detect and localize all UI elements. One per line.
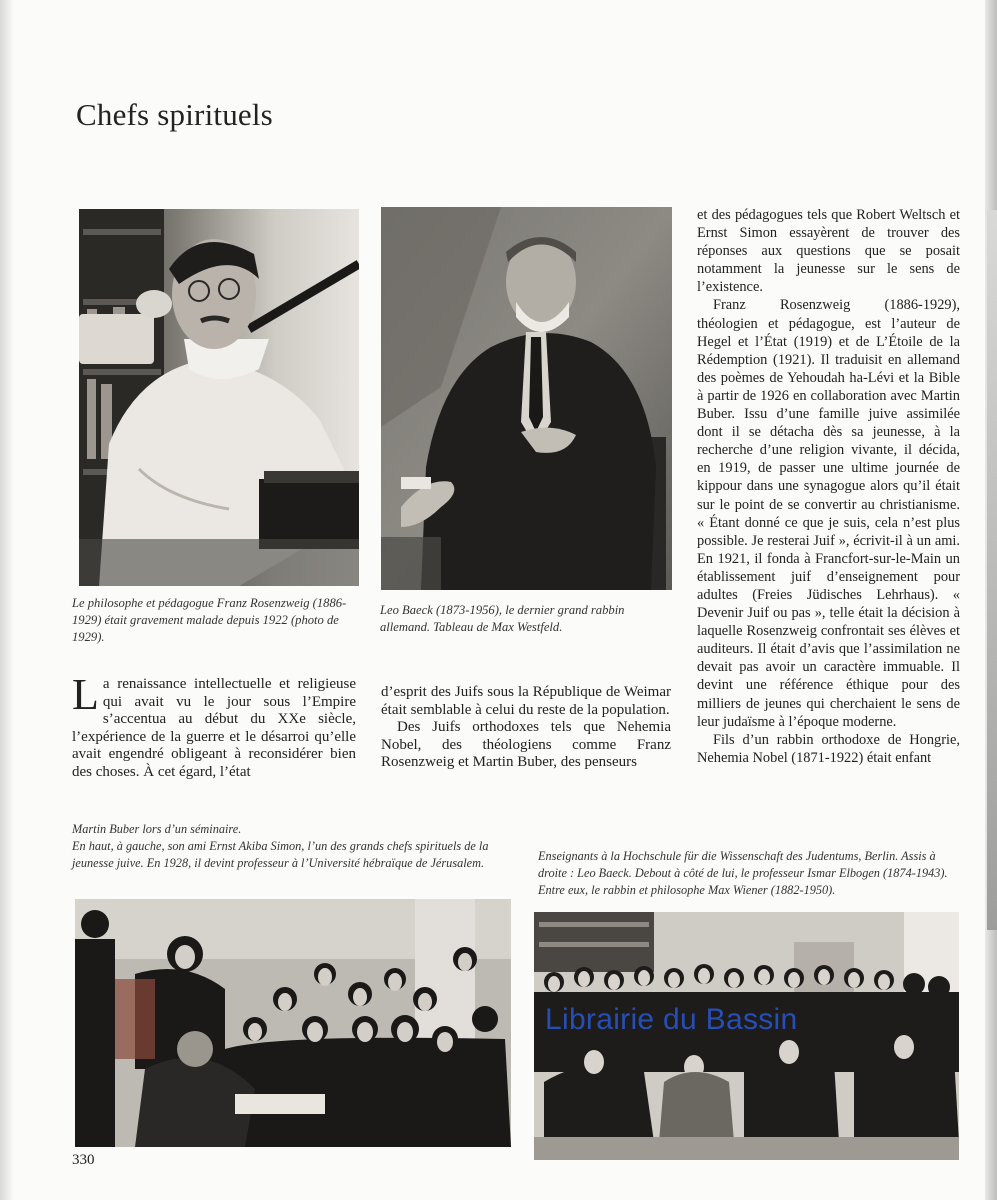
- page-title: Chefs spirituels: [76, 96, 273, 132]
- page-number: 330: [72, 1152, 95, 1168]
- caption-rosenzweig: Le philosophe et pédagogue Franz Rosenzweig (1886-1929) était gravement malade depuis 1922 (photo de 1929).: [72, 596, 347, 644]
- body-column-3: [697, 206, 960, 767]
- photo-buber-seminar: [75, 899, 511, 1147]
- watermark-text: Librairie du Bassin: [545, 1003, 798, 1036]
- column3-paragraph-1: et des pédagogues tels que Robert Weltsch et Ernst Simon essayèrent de trouver des réponses aux questions que se posait notamment la jeunesse sur le sens de l’existence.: [697, 207, 960, 296]
- painting-leo-baeck: [381, 207, 672, 590]
- photo-rosenzweig: [79, 209, 359, 586]
- caption-baeck: Leo Baeck (1873-1956), le dernier grand rabbin allemand. Tableau de Max Westfeld.: [380, 603, 625, 634]
- caption-buber: [72, 821, 512, 872]
- drop-cap: L: [72, 670, 99, 719]
- column2-paragraph-2: Des Juifs orthodoxes tels que Nehemia Nobel, des théologiens comme Franz Rosenzweig et Martin Buber, des penseurs: [381, 719, 671, 771]
- column2-paragraph-1: d’esprit des Juifs sous la République de Weimar était semblable à celui du reste de la population.: [381, 684, 671, 718]
- page-gutter-shadow: [0, 0, 14, 1200]
- adjacent-page-edge: [985, 0, 997, 1200]
- caption-hochschule: Enseignants à la Hochschule für die Wissenschaft des Judentums, Berlin. Assis à droite : Leo Baeck. Debout à côté de lui, le professeur Ismar Elbogen (1874-1943). Entre eux, le rabbin et philosophe Max Wiener (1882-1950).: [538, 849, 948, 897]
- column3-paragraph-2: Franz Rosenzweig (1886-1929), théologien et pédagogue, est l’auteur de Hegel et l’État (1919) et de L’Étoile de la Rédemption (1921). Il traduisit en allemand des poèmes de Yehoudah ha-Lévi et la Bible à partir de 1926 en collaboration avec Martin Buber. Issu d’une famille juive assimilée dont il se détacha dès sa jeunesse, à la recherche d’une religion vivante, il décida, en 1919, de passer une ultime journée de kippour dans une synagogue alors qu’il était sur le point de se convertir au christianisme. « Étant donné ce que je suis, cela n’est plus possible. Je resterai Juif », écrivit-il à un ami. En 1921, il fonda à Francfort-sur-le-Main un établissement juif d’enseignement pour adultes (Freies Jüdisches Lehrhaus). « Devenir Juif ou pas », telle était la décision à laquelle Rosenzweig confrontait ses élèves et auditeurs. Il était d’avis que l’assimilation ne devait pas avoir un caractère immuable. Il devint une référence éthique pour des milliers de jeunes qui cherchaient le sens de leur judaïsme à l’époque moderne.: [697, 297, 960, 730]
- body-column-1: [72, 670, 356, 782]
- caption-buber-body: En haut, à gauche, son ami Ernst Akiba Simon, l’un des grands chefs spirituels de la jeunesse juive. En 1928, il devint professeur à l’Université hébraïque de Jérusalem.: [72, 839, 489, 870]
- caption-buber-title: Martin Buber lors d’un séminaire.: [72, 822, 242, 836]
- column1-text: a renaissance intellectuelle et religieuse qui avait vu le jour sous l’Empire s’accentua au début du XXe siècle, l’expérience de la guerre et le désarroi qu’elle avait engendré obligeant à reconsidérer bien des choses. À cet égard, l’état: [72, 676, 356, 780]
- body-column-2: [381, 684, 671, 772]
- column3-paragraph-3: Fils d’un rabbin orthodoxe de Hongrie, Nehemia Nobel (1871-1922) était enfant: [697, 731, 960, 766]
